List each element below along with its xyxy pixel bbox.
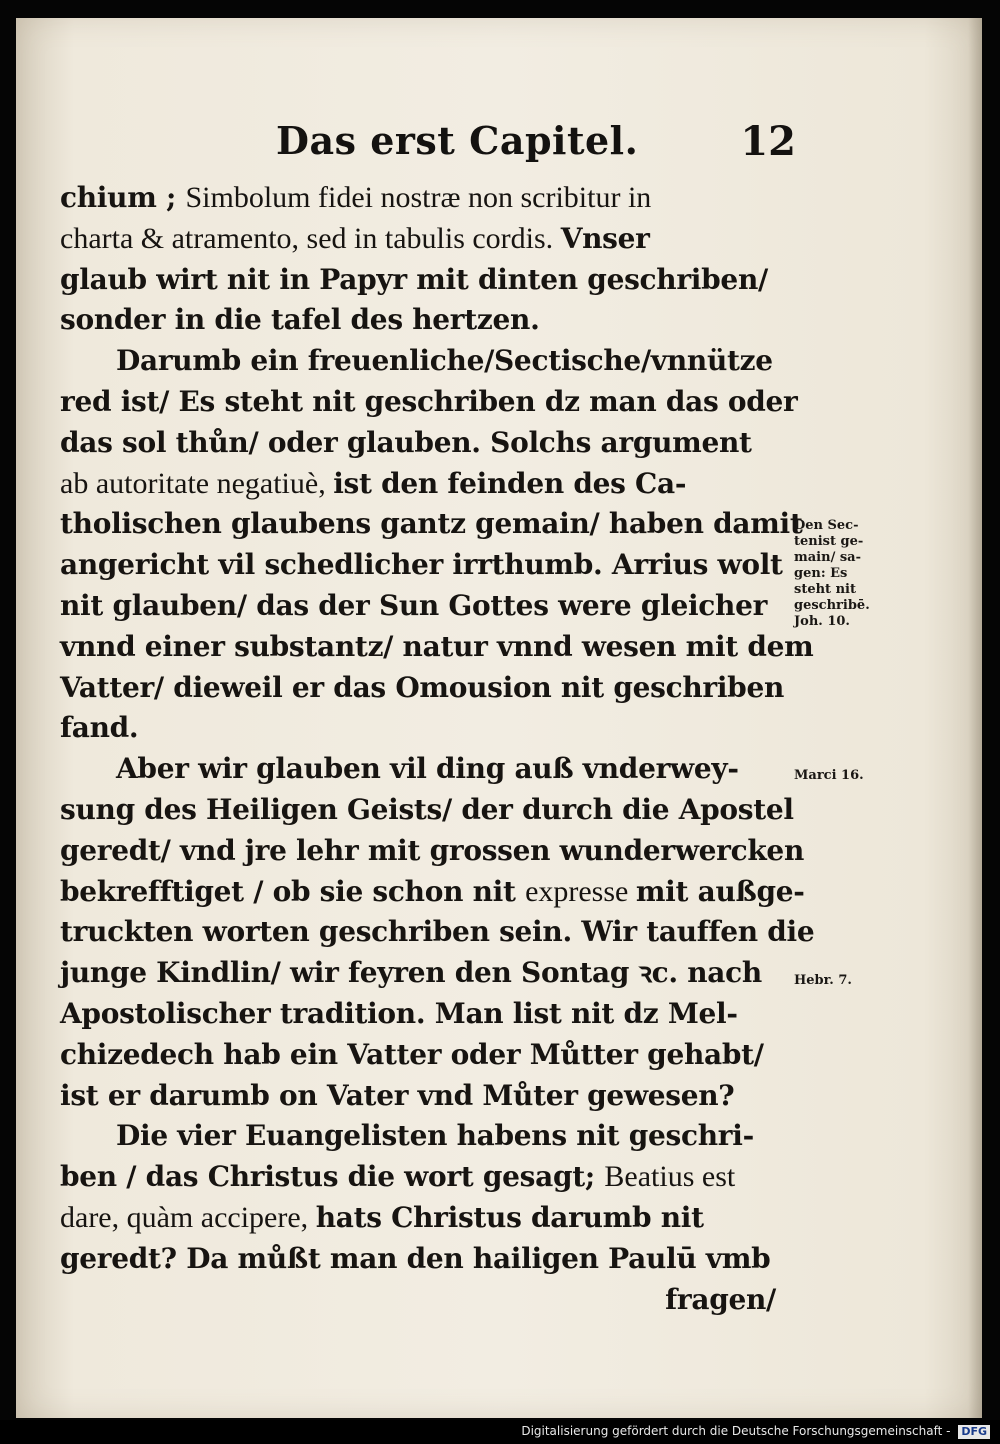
running-head xyxy=(276,118,796,178)
text-line xyxy=(60,464,780,505)
text-line-fraktur: chium ; xyxy=(60,181,186,214)
text-line xyxy=(60,178,780,219)
text-line xyxy=(60,790,794,831)
text-line-fraktur: red ist/ Es steht nit geschriben dz man das oder xyxy=(60,384,798,418)
text-line xyxy=(60,1076,780,1117)
text-line xyxy=(60,1239,780,1280)
text-line-fraktur: chizedech hab ein Vatter oder Můtter gehabt/ xyxy=(60,1037,764,1071)
text-line xyxy=(60,627,814,668)
text-line xyxy=(60,1157,780,1198)
running-title: Das erst Capitel. xyxy=(276,118,639,163)
text-line-latin: expresse xyxy=(525,874,636,908)
text-line-latin: Beatius est xyxy=(604,1160,736,1194)
text-line-fraktur: sung des Heiligen Geists/ der durch die Apostel xyxy=(60,792,794,826)
text-line-fraktur: junge Kindlin/ wir feyren den Sontag ꝛc. nach xyxy=(60,956,762,990)
text-line-fraktur: bekrefftiget / ob sie schon nit xyxy=(60,874,526,908)
text-line-fraktur: Darumb ein freuenliche/Sectische/vnnütze xyxy=(116,344,773,378)
book-page xyxy=(16,18,982,1418)
text-line xyxy=(60,1035,780,1076)
text-line xyxy=(60,423,780,464)
page-number: 12 xyxy=(740,118,796,165)
text-line-fraktur: vnnd einer substantz/ natur vnnd wesen mit dem xyxy=(60,629,814,663)
text-line-fraktur: angericht vil schedlicher irrthumb. Arrius wolt xyxy=(60,548,783,582)
margin-note-hebr: Hebr. 7. xyxy=(794,973,852,988)
credit-text: Digitalisierung gefördert durch die Deutsche Forschungsgemeinschaft - xyxy=(521,1424,951,1438)
text-line-fraktur: geredt/ vnd jre lehr mit grossen wunderwercken xyxy=(60,833,805,867)
text-line xyxy=(60,382,798,423)
text-line xyxy=(60,708,780,749)
digitization-credit xyxy=(521,1422,990,1440)
text-line xyxy=(60,872,805,913)
text-line xyxy=(60,912,815,953)
text-line-fraktur: fand. xyxy=(60,711,139,745)
text-line-fraktur: tholischen glaubens gantz gemain/ haben damit xyxy=(60,507,803,541)
text-line xyxy=(60,831,805,872)
page-edge-shadow xyxy=(968,18,982,1418)
text-line xyxy=(60,341,780,382)
text-line-fraktur: ist er darumb on Vater vnd Můter gewesen? xyxy=(60,1078,735,1112)
text-line-fraktur: geredt? Da můßt man den hailigen Paulū vmb xyxy=(60,1241,771,1275)
text-line-latin: charta & atramento, sed in tabulis cordis. xyxy=(60,221,561,255)
text-line-fraktur: fragen/ xyxy=(665,1282,776,1316)
text-line xyxy=(60,994,780,1035)
text-line-fraktur: Aber wir glauben vil ding auß vnderwey- xyxy=(116,752,739,786)
text-line xyxy=(60,504,803,545)
text-line xyxy=(60,260,780,301)
text-line xyxy=(60,668,785,709)
text-line-fraktur: Vatter/ dieweil er das Omousion nit geschriben xyxy=(60,670,785,704)
text-line xyxy=(60,219,780,260)
text-line-fraktur: glaub wirt nit in Papyr mit dinten geschriben/ xyxy=(60,262,768,296)
text-line xyxy=(60,300,780,341)
text-line-fraktur: sonder in die tafel des hertzen. xyxy=(60,303,540,337)
margin-note-joh: Den Sec- tenist ge- main/ sa- gen: Es steht nit geschribē. Joh. 10. xyxy=(794,518,870,629)
text-line xyxy=(60,1198,780,1239)
text-line xyxy=(60,545,783,586)
text-line-fraktur: ben / das Christus die wort gesagt; xyxy=(60,1160,605,1194)
text-line-fraktur: das sol thůn/ oder glauben. Solchs argument xyxy=(60,425,752,459)
text-line-tail: hats Christus darumb nit xyxy=(315,1200,704,1234)
text-line-fraktur: truckten worten geschriben sein. Wir tauffen die xyxy=(60,915,815,949)
text-line xyxy=(60,953,780,994)
dfg-logo: DFG xyxy=(958,1425,990,1439)
text-line-latin: ab autoritate negatiuè, xyxy=(60,466,334,500)
text-line xyxy=(60,749,780,790)
text-line-latin: dare, quàm accipere, xyxy=(60,1200,316,1234)
text-line xyxy=(60,1280,780,1321)
text-line-latin: Simbolum fidei nostræ non scribitur in xyxy=(185,181,652,214)
body-text xyxy=(60,178,815,1320)
text-line-fraktur: Die vier Euangelisten habens nit geschri- xyxy=(116,1119,754,1153)
text-line-fraktur: Apostolischer tradition. Man list nit dz Mel- xyxy=(60,996,738,1030)
text-line xyxy=(60,1116,780,1157)
text-line xyxy=(60,586,780,627)
text-line-fraktur: nit glauben/ das der Sun Gottes were gleicher xyxy=(60,588,768,622)
text-line-tail: ist den feinden des Ca- xyxy=(333,466,687,500)
text-line-tail: Vnser xyxy=(560,221,650,255)
text-line-tail: mit außge- xyxy=(635,874,805,908)
margin-note-marci: Marci 16. xyxy=(794,768,864,783)
